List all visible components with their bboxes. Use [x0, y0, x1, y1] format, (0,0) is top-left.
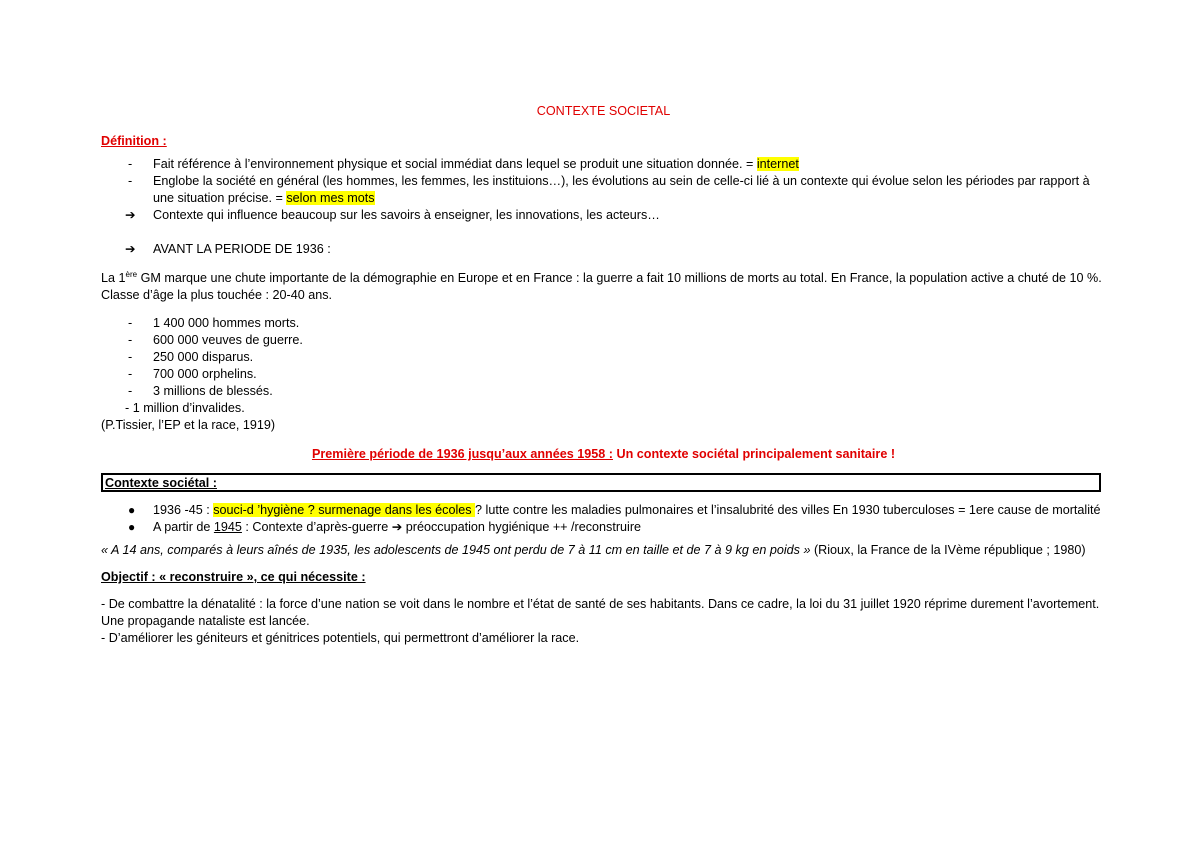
source-citation: (P.Tissier, l’EP et la race, 1919): [101, 418, 276, 432]
casualty-list: [101, 315, 1106, 434]
definition-heading: Définition :: [101, 134, 167, 148]
final-paragraph: - De combattre la dénatalité : la force d’une nation se voit dans le nombre et l’état de santé de ses habitants. Dans ce cadre, la loi du 31 juillet 1920 réprime durement l’avortement. Une propagande nataliste est lancée. - D’améliorer les géniteurs et génitrices potentiels, qui permettront d’améliorer la race.: [101, 597, 1100, 645]
arrow-icon: ➔: [125, 242, 136, 256]
highlighted-text: souci-d ’hygiène ? surmenage dans les écoles: [213, 503, 476, 517]
dash-marker: -: [128, 157, 133, 171]
quote-paragraph: « A 14 ans, comparés à leurs aînés de 1935, les adolescents de 1945 ont perdu de 7 à 11 cm en taille et de 7 à 9 kg en poids » (Rioux, la France de la IVème république ; 1980): [101, 543, 1086, 557]
bullet-icon: ●: [128, 503, 136, 517]
list-item: - 1 million d’invalides.: [125, 401, 245, 415]
list-item: ➔ Contexte qui influence beaucoup sur les savoirs à enseigner, les innovations, les acteurs…: [125, 208, 660, 222]
list-item: ● 1936 -45 : souci-d ’hygiène ? surmenage dans les écoles ? lutte contre les maladies pulmonaires et l’insalubrité des villes En 1930 tuberculoses = 1ere cause de mortalité: [128, 503, 1101, 517]
objective-heading: Objectif : « reconstruire », ce qui nécessite :: [101, 570, 366, 584]
list-item: - 1 400 000 hommes morts.: [128, 316, 300, 330]
paragraph-ww1: La 1ère GM marque une chute importante de la démographie en Europe et en France : la guerre a fait 10 millions de morts au total. En France, la population active a chuté de 10 %. Classe d’âge la plus touchée : 20-40 ans.: [101, 269, 1102, 302]
list-item: - Englobe la société en général (les hommes, les femmes, les instituions…), les évolutions au sein de celle-ci lié à un contexte qui évolue selon les périodes par rapport à une situation précise. = selon mes mots: [128, 174, 1090, 205]
dash-marker: -: [128, 174, 133, 188]
list-item: - 3 millions de blessés.: [128, 384, 273, 398]
page-title: CONTEXTE SOCIETAL: [536, 104, 671, 118]
list-item: - 250 000 disparus.: [128, 350, 254, 364]
highlighted-text: internet: [756, 157, 799, 171]
highlighted-text: selon mes mots: [286, 191, 375, 205]
arrow-icon: ➔: [125, 208, 136, 222]
context-box: Contexte sociétal :: [101, 473, 1101, 492]
list-item: - 700 000 orphelins.: [128, 367, 257, 381]
period-heading: Première période de 1936 jusqu’aux années 1958 : Un contexte sociétal principalement sanitaire !: [311, 447, 896, 461]
definition-list: [101, 156, 1106, 258]
bullet-list: [101, 502, 1106, 536]
list-item: ● A partir de 1945 : Contexte d’après-guerre ➔ préoccupation hygiénique ++ /reconstruire: [128, 520, 642, 534]
section-heading-1936: ➔ AVANT LA PERIODE DE 1936 :: [125, 242, 331, 256]
list-item: - 600 000 veuves de guerre.: [128, 333, 303, 347]
bullet-icon: ●: [128, 520, 136, 534]
document-page: [101, 103, 1106, 647]
list-item: - Fait référence à l’environnement physique et social immédiat dans lequel se produit une situation donnée. = internet: [128, 157, 799, 171]
